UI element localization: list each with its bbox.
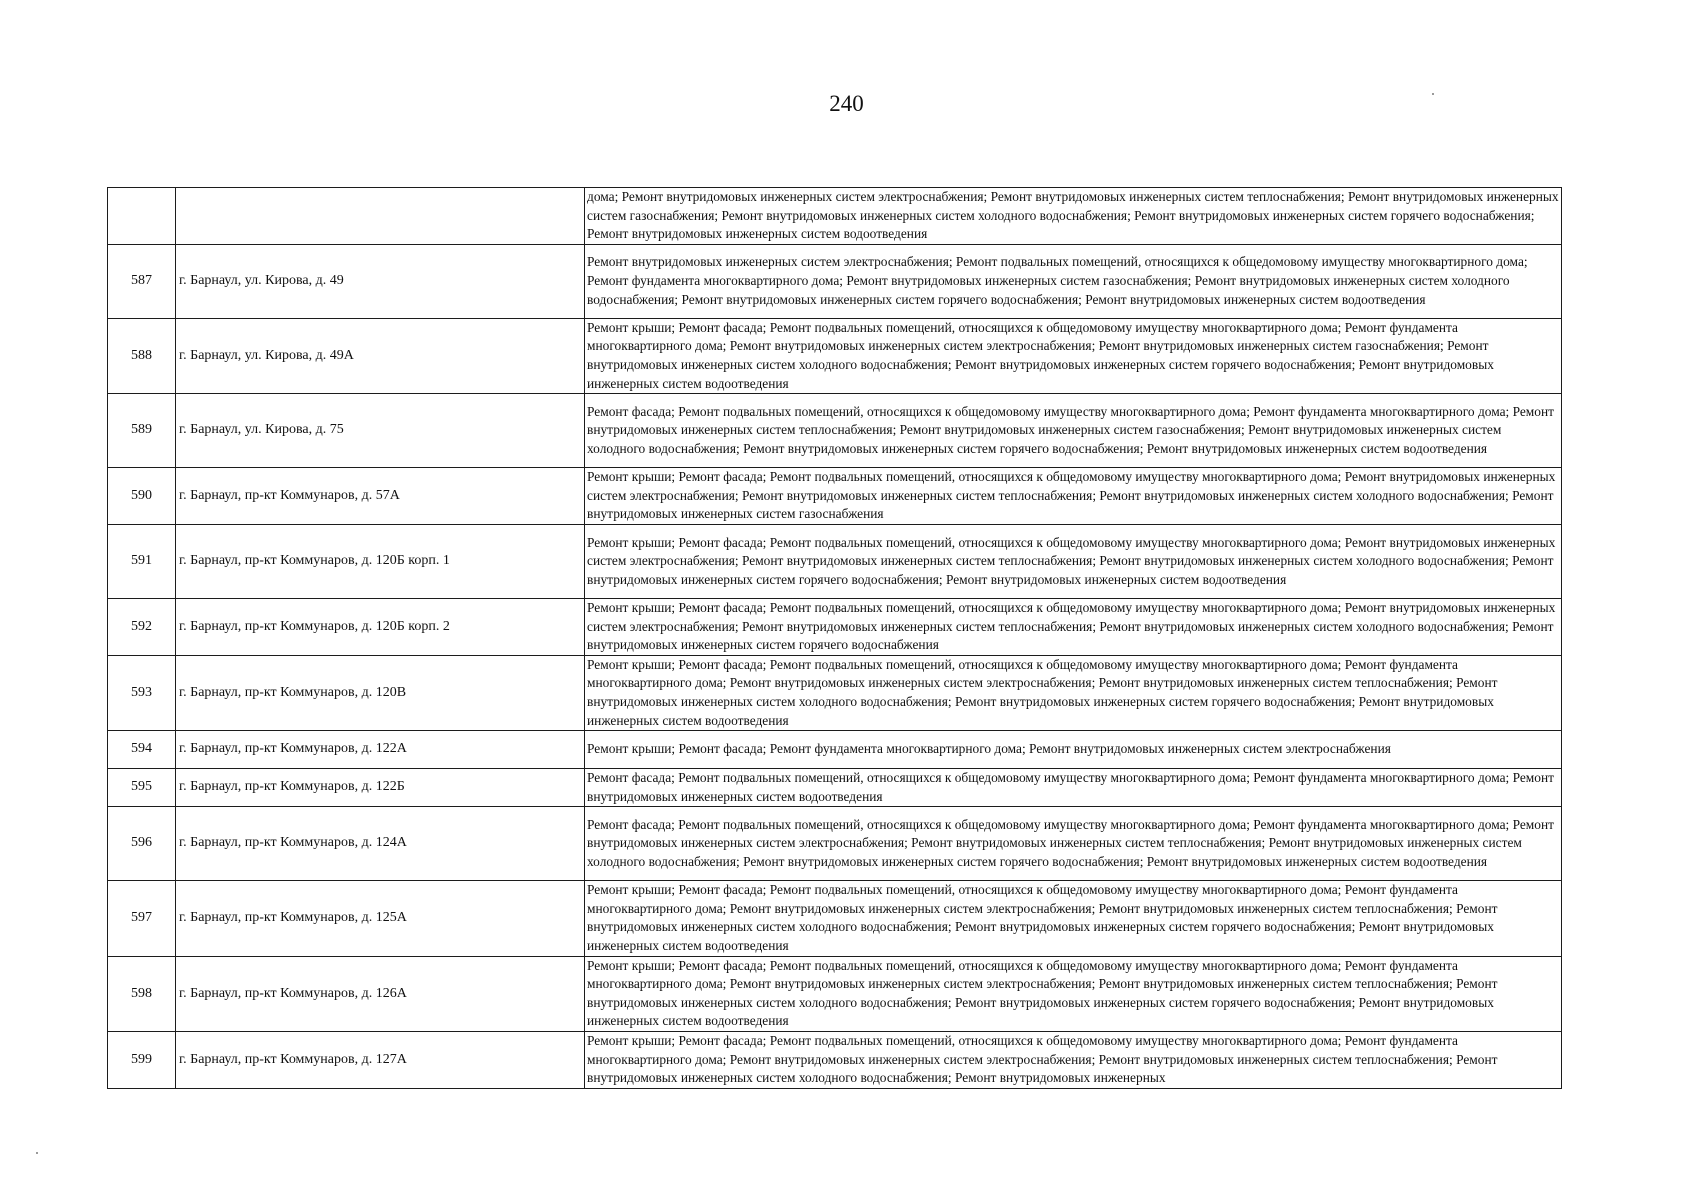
table-row (108, 655, 1562, 730)
row-number: 591 (108, 524, 176, 598)
row-address: г. Барнаул, ул. Кирова, д. 49 (176, 244, 585, 318)
scan-speck (1432, 93, 1434, 95)
row-number: 594 (108, 731, 176, 769)
row-address: г. Барнаул, пр-кт Коммунаров, д. 120В (176, 655, 585, 730)
table-row (108, 769, 1562, 807)
table-row (108, 524, 1562, 598)
table-row (108, 318, 1562, 393)
row-works: дома; Ремонт внутридомовых инженерных систем электроснабжения; Ремонт внутридомовых инженерных систем теплоснабжения; Ремонт внутридомовых инженерных систем газоснабжения; Ремонт внутридомовых инженерных систем холодного водоснабжения; Ремонт внутридомовых инженерных систем горячего водоснабжения; Ремонт внутридомовых инженерных систем водоотведения (585, 188, 1562, 245)
table-row (108, 881, 1562, 956)
row-works: Ремонт фасада; Ремонт подвальных помещений, относящихся к общедомовому имуществу многоквартирного дома; Ремонт фундамента многоквартирного дома; Ремонт внутридомовых инженерных систем теплоснабжения; Ремонт внутридомовых инженерных систем газоснабжения; Ремонт внутридомовых инженерных систем холодного водоснабжения; Ремонт внутридомовых инженерных систем горячего водоснабжения; Ремонт внутридомовых инженерных систем водоотведения (585, 394, 1562, 468)
table-row (108, 1032, 1562, 1089)
table-row (108, 807, 1562, 881)
row-works: Ремонт крыши; Ремонт фасада; Ремонт подвальных помещений, относящихся к общедомовому имуществу многоквартирного дома; Ремонт фундамента многоквартирного дома; Ремонт внутридомовых инженерных систем электроснабжения; Ремонт внутридомовых инженерных систем теплоснабжения; Ремонт внутридомовых инженерных систем холодного водоснабжения; Ремонт внутридомовых инженерных систем горячего водоснабжения; Ремонт внутридомовых инженерных систем водоотведения (585, 881, 1562, 956)
repair-works-table (107, 187, 1562, 1089)
scan-speck (36, 1152, 38, 1154)
table-row (108, 244, 1562, 318)
row-address: г. Барнаул, пр-кт Коммунаров, д. 125А (176, 881, 585, 956)
row-number: 597 (108, 881, 176, 956)
table-row (108, 598, 1562, 655)
row-works: Ремонт фасада; Ремонт подвальных помещений, относящихся к общедомовому имуществу многоквартирного дома; Ремонт фундамента многоквартирного дома; Ремонт внутридомовых инженерных систем электроснабжения; Ремонт внутридомовых инженерных систем теплоснабжения; Ремонт внутридомовых инженерных систем холодного водоснабжения; Ремонт внутридомовых инженерных систем горячего водоснабжения; Ремонт внутридомовых инженерных систем водоотведения (585, 807, 1562, 881)
row-works: Ремонт крыши; Ремонт фасада; Ремонт фундамента многоквартирного дома; Ремонт внутридомовых инженерных систем электроснабжения (585, 731, 1562, 769)
row-works: Ремонт крыши; Ремонт фасада; Ремонт подвальных помещений, относящихся к общедомовому имуществу многоквартирного дома; Ремонт внутридомовых инженерных систем электроснабжения; Ремонт внутридомовых инженерных систем теплоснабжения; Ремонт внутридомовых инженерных систем холодного водоснабжения; Ремонт внутридомовых инженерных систем горячего водоснабжения (585, 598, 1562, 655)
row-address (176, 188, 585, 245)
row-number: 593 (108, 655, 176, 730)
page-number: 240 (829, 91, 864, 116)
table-row (108, 731, 1562, 769)
row-works: Ремонт крыши; Ремонт фасада; Ремонт подвальных помещений, относящихся к общедомовому имуществу многоквартирного дома; Ремонт фундамента многоквартирного дома; Ремонт внутридомовых инженерных систем электроснабжения; Ремонт внутридомовых инженерных систем газоснабжения; Ремонт внутридомовых инженерных систем холодного водоснабжения; Ремонт внутридомовых инженерных систем горячего водоснабжения; Ремонт внутридомовых инженерных систем водоотведения (585, 318, 1562, 393)
row-works: Ремонт крыши; Ремонт фасада; Ремонт подвальных помещений, относящихся к общедомовому имуществу многоквартирного дома; Ремонт внутридомовых инженерных систем электроснабжения; Ремонт внутридомовых инженерных систем теплоснабжения; Ремонт внутридомовых инженерных систем холодного водоснабжения; Ремонт внутридомовых инженерных систем горячего водоснабжения; Ремонт внутридомовых инженерных систем водоотведения (585, 524, 1562, 598)
table-row (108, 188, 1562, 245)
row-works: Ремонт крыши; Ремонт фасада; Ремонт подвальных помещений, относящихся к общедомовому имуществу многоквартирного дома; Ремонт фундамента многоквартирного дома; Ремонт внутридомовых инженерных систем электроснабжения; Ремонт внутридомовых инженерных систем теплоснабжения; Ремонт внутридомовых инженерных систем холодного водоснабжения; Ремонт внутридомовых инженерных систем горячего водоснабжения; Ремонт внутридомовых инженерных систем водоотведения (585, 956, 1562, 1031)
row-address: г. Барнаул, ул. Кирова, д. 49А (176, 318, 585, 393)
row-number: 590 (108, 468, 176, 525)
row-address: г. Барнаул, пр-кт Коммунаров, д. 124А (176, 807, 585, 881)
row-number: 599 (108, 1032, 176, 1089)
row-number: 587 (108, 244, 176, 318)
row-number: 598 (108, 956, 176, 1031)
row-address: г. Барнаул, пр-кт Коммунаров, д. 127А (176, 1032, 585, 1089)
row-works: Ремонт внутридомовых инженерных систем электроснабжения; Ремонт подвальных помещений, относящихся к общедомовому имуществу многоквартирного дома; Ремонт фундамента многоквартирного дома; Ремонт внутридомовых инженерных систем газоснабжения; Ремонт внутридомовых инженерных систем холодного водоснабжения; Ремонт внутридомовых инженерных систем горячего водоснабжения; Ремонт внутридомовых инженерных систем водоотведения (585, 244, 1562, 318)
row-works: Ремонт фасада; Ремонт подвальных помещений, относящихся к общедомовому имуществу многоквартирного дома; Ремонт фундамента многоквартирного дома; Ремонт внутридомовых инженерных систем водоотведения (585, 769, 1562, 807)
row-number: 595 (108, 769, 176, 807)
row-address: г. Барнаул, пр-кт Коммунаров, д. 120Б корп. 2 (176, 598, 585, 655)
row-address: г. Барнаул, пр-кт Коммунаров, д. 122А (176, 731, 585, 769)
row-number: 589 (108, 394, 176, 468)
row-works: Ремонт крыши; Ремонт фасада; Ремонт подвальных помещений, относящихся к общедомовому имуществу многоквартирного дома; Ремонт фундамента многоквартирного дома; Ремонт внутридомовых инженерных систем электроснабжения; Ремонт внутридомовых инженерных систем теплоснабжения; Ремонт внутридомовых инженерных систем холодного водоснабжения; Ремонт внутридомовых инженерных (585, 1032, 1562, 1089)
table-row (108, 394, 1562, 468)
row-number (108, 188, 176, 245)
row-works: Ремонт крыши; Ремонт фасада; Ремонт подвальных помещений, относящихся к общедомовому имуществу многоквартирного дома; Ремонт внутридомовых инженерных систем электроснабжения; Ремонт внутридомовых инженерных систем теплоснабжения; Ремонт внутридомовых инженерных систем холодного водоснабжения; Ремонт внутридомовых инженерных систем газоснабжения (585, 468, 1562, 525)
row-address: г. Барнаул, пр-кт Коммунаров, д. 122Б (176, 769, 585, 807)
table-row (108, 468, 1562, 525)
row-number: 596 (108, 807, 176, 881)
row-address: г. Барнаул, пр-кт Коммунаров, д. 126А (176, 956, 585, 1031)
row-address: г. Барнаул, пр-кт Коммунаров, д. 120Б корп. 1 (176, 524, 585, 598)
row-number: 592 (108, 598, 176, 655)
row-address: г. Барнаул, ул. Кирова, д. 75 (176, 394, 585, 468)
table-row (108, 956, 1562, 1031)
row-address: г. Барнаул, пр-кт Коммунаров, д. 57А (176, 468, 585, 525)
row-works: Ремонт крыши; Ремонт фасада; Ремонт подвальных помещений, относящихся к общедомовому имуществу многоквартирного дома; Ремонт фундамента многоквартирного дома; Ремонт внутридомовых инженерных систем электроснабжения; Ремонт внутридомовых инженерных систем теплоснабжения; Ремонт внутридомовых инженерных систем холодного водоснабжения; Ремонт внутридомовых инженерных систем горячего водоснабжения; Ремонт внутридомовых инженерных систем водоотведения (585, 655, 1562, 730)
row-number: 588 (108, 318, 176, 393)
